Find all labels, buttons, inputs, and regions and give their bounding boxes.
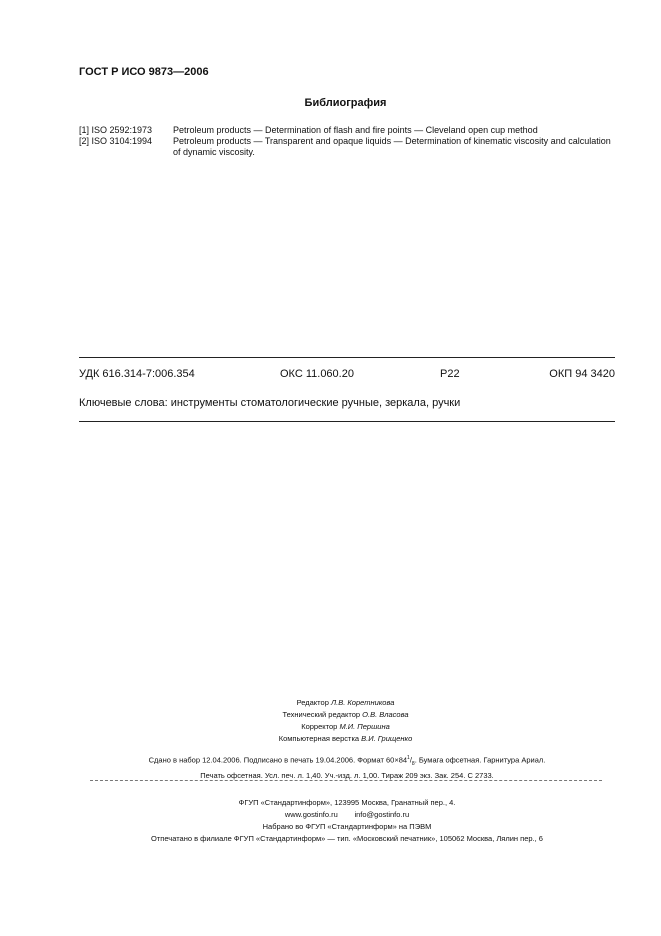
okp-code: ОКП 94 3420 bbox=[549, 368, 615, 380]
credit-line: Технический редактор О.В. Власова bbox=[282, 710, 409, 719]
oks-code: ОКС 11.060.20 bbox=[280, 368, 354, 380]
document-header: ГОСТ Р ИСО 9873—2006 bbox=[79, 66, 209, 78]
print-line-1: Сдано в набор 12.04.2006. Подписано в печать 19.04.2006. Формат $60\times 84^1/_8$. Бумага офсетная. Гарнитура Ариал. bbox=[148, 755, 546, 767]
divider-top bbox=[79, 357, 615, 358]
credit-line: Компьютерная верстка В.И. Грищенко bbox=[278, 734, 413, 743]
publisher-info bbox=[79, 797, 615, 845]
bibliography-entry bbox=[79, 136, 615, 158]
editorial-credits bbox=[0, 697, 661, 745]
udk-code: УДК 616.314-7:006.354 bbox=[79, 368, 195, 380]
publisher-line: Набрано во ФГУП «Стандартинформ» на ПЭВМ bbox=[262, 822, 432, 831]
publisher-line: www.gostinfo.ru info@gostinfo.ru bbox=[284, 810, 410, 819]
bibliography-ref: [1] ISO 2592:1973 bbox=[79, 125, 153, 135]
credit-line: Редактор Л.В. Коретникова bbox=[296, 698, 395, 707]
credit-line: Корректор М.И. Першина bbox=[301, 722, 390, 731]
print-line-2: Печать офсетная. Усл. печ. л. 1,40. Уч.-изд. л. 1,00. Тираж 209 экз. Зак. 254. С 2733. bbox=[200, 771, 494, 780]
divider-bottom bbox=[79, 421, 615, 422]
section-title: Библиография bbox=[304, 97, 387, 109]
group-code: Р22 bbox=[440, 368, 460, 380]
bibliography-text: Petroleum products — Transparent and opaque liquids — Determination of kinematic viscosity and calculation of dynamic viscosity. bbox=[173, 136, 611, 157]
dashed-divider bbox=[90, 780, 602, 781]
bibliography-entry bbox=[79, 125, 615, 136]
bibliography-list bbox=[79, 125, 615, 158]
print-info bbox=[79, 752, 615, 782]
publisher-line: Отпечатано в филиале ФГУП «Стандартинформ» — тип. «Московский печатник», 105062 Москва, Лялин пер., 6 bbox=[151, 834, 543, 843]
keywords: Ключевые слова: инструменты стоматологические ручные, зеркала, ручки bbox=[79, 397, 461, 409]
bibliography-text: Petroleum products — Determination of flash and fire points — Cleveland open cup method bbox=[173, 125, 538, 135]
bibliography-ref: [2] ISO 3104:1994 bbox=[79, 136, 153, 146]
publisher-line: ФГУП «Стандартинформ», 123995 Москва, Гранатный пер., 4. bbox=[238, 798, 456, 807]
